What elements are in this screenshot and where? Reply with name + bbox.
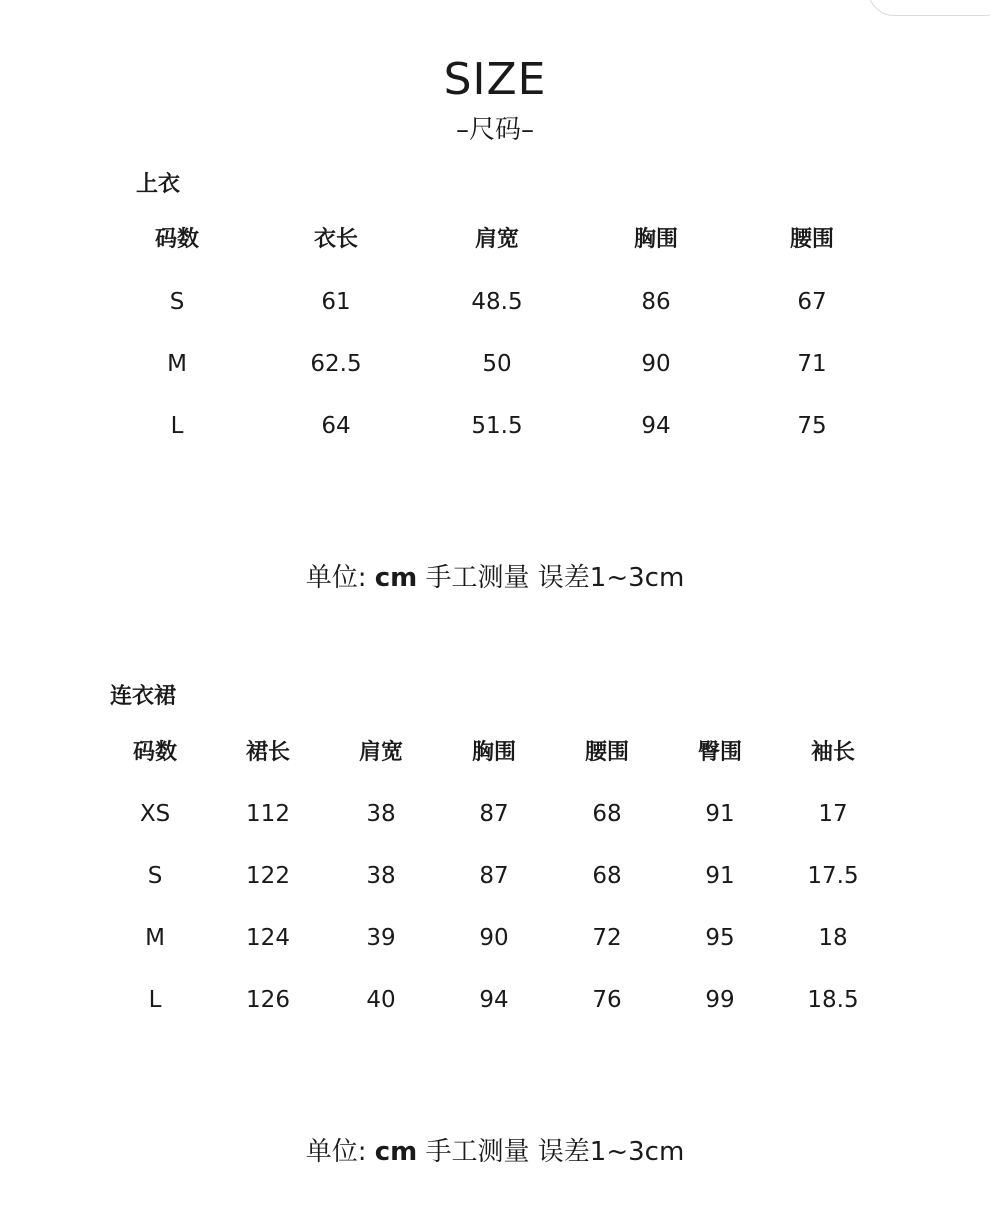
dress-col-header: 腰围 xyxy=(584,740,630,765)
dress-cell: 112 xyxy=(246,801,290,827)
tops-cell: 62.5 xyxy=(310,351,362,377)
unit-label: 单位: xyxy=(305,1137,367,1167)
dress-cell: XS xyxy=(139,801,171,827)
tops-cell: 90 xyxy=(641,351,671,377)
dress-col-header: 胸围 xyxy=(471,740,517,765)
dress-cell: 91 xyxy=(705,801,735,827)
dress-cell: 91 xyxy=(705,863,735,889)
dress-cell: 38 xyxy=(366,801,396,827)
dress-cell: 90 xyxy=(479,925,509,951)
dress-cell: 38 xyxy=(366,863,396,889)
unit-value: cm xyxy=(374,1137,418,1167)
tops-col-header: 肩宽 xyxy=(474,227,520,252)
dress-cell: 18.5 xyxy=(807,987,859,1013)
tops-col-header: 码数 xyxy=(154,227,200,252)
dress-cell: L xyxy=(148,987,162,1013)
dress-col-header: 肩宽 xyxy=(358,740,404,765)
dress-cell: 40 xyxy=(366,987,396,1013)
tops-col-header: 衣长 xyxy=(313,227,359,252)
page-title: SIZE xyxy=(443,54,547,105)
tops-col-header: 胸围 xyxy=(633,227,679,252)
page-subtitle: –尺码– xyxy=(455,115,534,145)
dress-col-header: 码数 xyxy=(132,740,178,765)
dress-unit-note xyxy=(0,1134,990,1170)
tops-cell: 94 xyxy=(641,413,671,439)
dress-cell: 18 xyxy=(818,925,848,951)
unit-label: 单位: xyxy=(305,563,367,593)
unit-value: cm xyxy=(374,563,418,593)
tops-cell: 86 xyxy=(641,289,671,315)
dress-col-header: 袖长 xyxy=(810,740,856,765)
dress-cell: 68 xyxy=(592,801,622,827)
tops-cell: M xyxy=(167,351,187,377)
tops-cell: 71 xyxy=(797,351,827,377)
tops-col-header: 腰围 xyxy=(789,227,835,252)
dress-cell: 87 xyxy=(479,863,509,889)
corner-tab xyxy=(868,0,990,16)
tops-cell: 61 xyxy=(321,289,351,315)
dress-cell: M xyxy=(145,925,165,951)
dress-col-header: 裙长 xyxy=(245,740,291,765)
tops-unit-note xyxy=(0,560,990,596)
dress-cell: 17.5 xyxy=(807,863,859,889)
dress-cell: 124 xyxy=(246,925,290,951)
tops-section-title: 上衣 xyxy=(136,172,181,197)
tops-cell: L xyxy=(170,413,184,439)
tops-cell: 51.5 xyxy=(471,413,523,439)
dress-cell: 122 xyxy=(246,863,290,889)
tops-cell: 64 xyxy=(321,413,351,439)
dress-cell: 94 xyxy=(479,987,509,1013)
tops-cell: 50 xyxy=(482,351,512,377)
dress-cell: 68 xyxy=(592,863,622,889)
tops-cell: 48.5 xyxy=(471,289,523,315)
tops-cell: 67 xyxy=(797,289,827,315)
dress-cell: 39 xyxy=(366,925,396,951)
dress-cell: 87 xyxy=(479,801,509,827)
dress-cell: S xyxy=(147,863,163,889)
tops-cell: S xyxy=(169,289,185,315)
dress-col-header: 臀围 xyxy=(697,740,743,765)
dress-section-title: 连衣裙 xyxy=(110,684,177,709)
dress-cell: 126 xyxy=(246,987,290,1013)
dress-cell: 76 xyxy=(592,987,622,1013)
dress-cell: 72 xyxy=(592,925,622,951)
unit-measure-note: 手工测量 误差1~3cm xyxy=(425,563,685,593)
dress-cell: 17 xyxy=(818,801,848,827)
dress-cell: 95 xyxy=(705,925,735,951)
dress-cell: 99 xyxy=(705,987,735,1013)
tops-cell: 75 xyxy=(797,413,827,439)
unit-measure-note: 手工测量 误差1~3cm xyxy=(425,1137,685,1167)
